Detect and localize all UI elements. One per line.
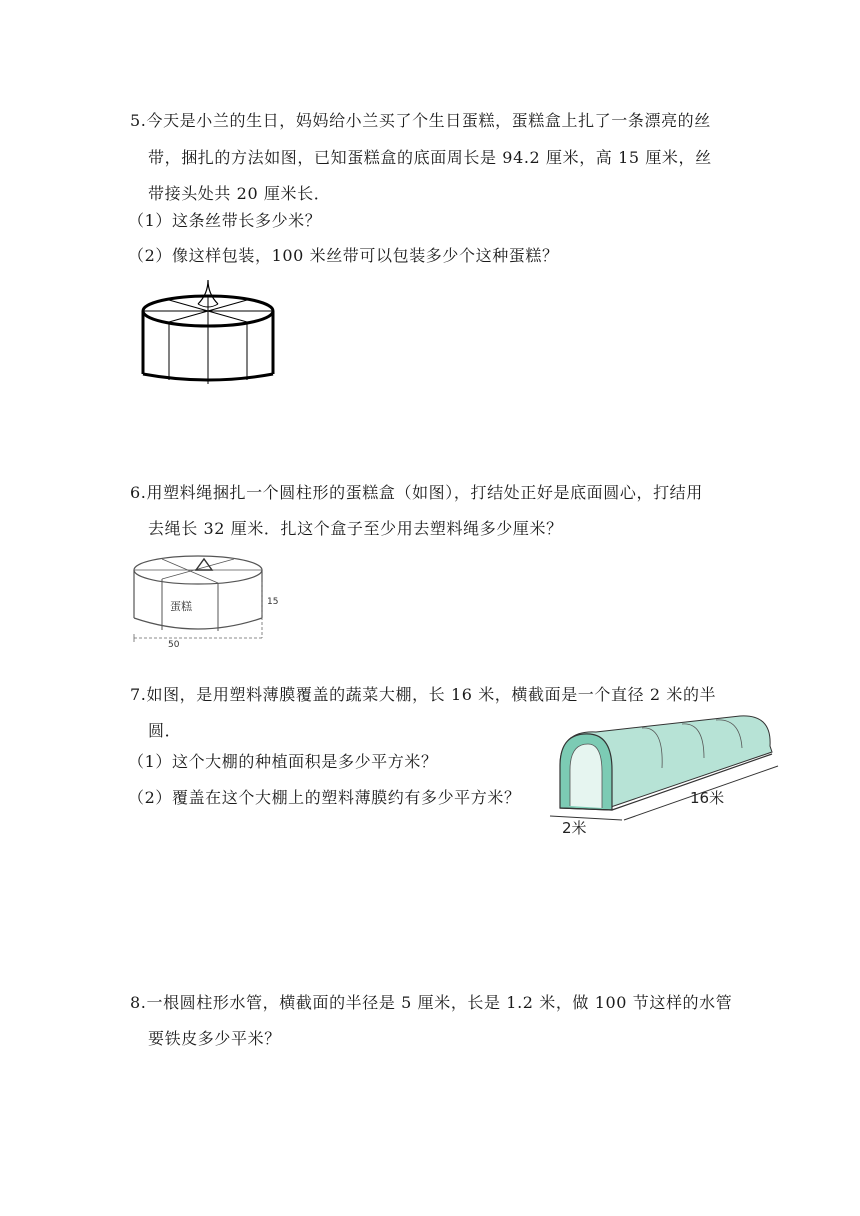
q6-figure-label: 蛋糕 — [170, 600, 192, 613]
q5-text-line-3: 带接头处共 20 厘米长． — [148, 184, 331, 203]
q7-subquestion-2: （2）覆盖在这个大棚上的塑料薄膜约有多少平方米？ — [128, 788, 521, 807]
q6-cake-box-figure — [128, 550, 284, 648]
q6-figure-height-label: 15 — [267, 597, 279, 607]
q6-figure-width-label: 50 — [168, 640, 180, 648]
q5-cake-box-figure — [136, 274, 286, 386]
q7-figure-length-label: 16米 — [690, 789, 725, 807]
q7-text-line-2: 圆． — [148, 721, 182, 740]
q8-text-line-2: 要铁皮多少平米？ — [148, 1029, 281, 1048]
q8-text-line-1: 8.一根圆柱形水管，横截面的半径是 5 厘米，长是 1.2 米，做 100 节这样的水管 — [130, 993, 733, 1012]
q5-subquestion-1: （1）这条丝带长多少米？ — [128, 211, 322, 230]
q5-text-line-1: 5.今天是小兰的生日，妈妈给小兰买了个生日蛋糕，蛋糕盒上扎了一条漂亮的丝 — [130, 111, 711, 130]
q6-text-line-2: 去绳长 32 厘米．扎这个盒子至少用去塑料绳多少厘米？ — [148, 519, 563, 538]
q5-subquestion-2: （2）像这样包装，100 米丝带可以包装多少个这种蛋糕？ — [128, 246, 559, 265]
q6-text-line-1: 6.用塑料绳捆扎一个圆柱形的蛋糕盒（如图），打结处正好是底面圆心，打结用 — [130, 483, 703, 502]
q7-text-line-1: 7.如图，是用塑料薄膜覆盖的蔬菜大棚，长 16 米，横截面是一个直径 2 米的半 — [130, 685, 717, 704]
q7-greenhouse-figure — [546, 708, 782, 838]
q7-figure-diameter-label: 2米 — [562, 819, 587, 837]
q7-subquestion-1: （1）这个大棚的种植面积是多少平方米？ — [128, 752, 438, 771]
q5-text-line-2: 带，捆扎的方法如图，已知蛋糕盒的底面周长是 94.2 厘米，高 15 厘米，丝 — [148, 148, 712, 167]
